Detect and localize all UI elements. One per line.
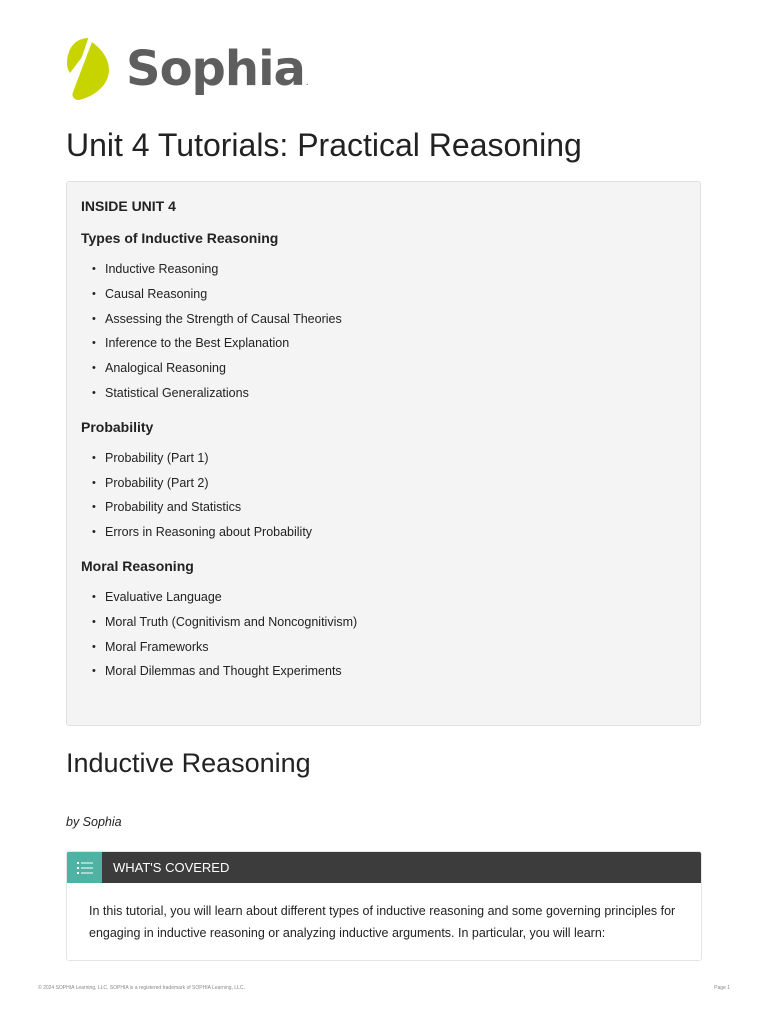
topic-link[interactable]: • Statistical Generalizations bbox=[81, 381, 686, 406]
unit-contents-box bbox=[66, 181, 701, 726]
list-icon bbox=[67, 852, 102, 883]
sophia-logo-icon bbox=[66, 36, 110, 102]
topic-link[interactable]: • Moral Dilemmas and Thought Experiments bbox=[81, 659, 686, 684]
topic-link[interactable]: • Assessing the Strength of Causal Theories bbox=[81, 307, 686, 332]
topic-link[interactable]: • Analogical Reasoning bbox=[81, 356, 686, 381]
topic-link[interactable]: • Probability (Part 2) bbox=[81, 471, 686, 496]
topic-list bbox=[81, 257, 686, 406]
footer-page-number: Page 1 bbox=[714, 985, 730, 991]
section-heading: Types of Inductive Reasoning bbox=[81, 230, 279, 246]
footer-copyright: © 2024 SOPHIA Learning, LLC. SOPHIA is a registered trademark of SOPHIA Learning, LLC. bbox=[38, 985, 245, 991]
topic-link[interactable]: • Moral Frameworks bbox=[81, 635, 686, 660]
whats-covered-box bbox=[66, 851, 702, 961]
topic-link[interactable]: • Evaluative Language bbox=[81, 585, 686, 610]
topic-link[interactable]: • Causal Reasoning bbox=[81, 282, 686, 307]
section-heading: Probability bbox=[81, 418, 154, 435]
byline: by Sophia bbox=[66, 815, 122, 829]
topic-link[interactable]: • Probability (Part 1) bbox=[81, 446, 686, 471]
section-heading: Moral Reasoning bbox=[81, 557, 194, 574]
brand-name: Sophia bbox=[126, 41, 305, 97]
unit-contents-title: INSIDE UNIT 4 bbox=[81, 198, 176, 214]
whats-covered-header bbox=[67, 852, 701, 883]
page-title: Unit 4 Tutorials: Practical Reasoning bbox=[66, 127, 582, 163]
topic-link[interactable]: • Errors in Reasoning about Probability bbox=[81, 520, 686, 545]
topic-link[interactable]: • Probability and Statistics bbox=[81, 495, 686, 520]
topic-link[interactable]: • Moral Truth (Cognitivism and Noncognitivism) bbox=[81, 610, 686, 635]
tutorial-title: Inductive Reasoning bbox=[66, 748, 311, 778]
topic-link[interactable]: • Inductive Reasoning bbox=[81, 257, 686, 282]
brand-trademark: . bbox=[305, 77, 309, 88]
sophia-logo bbox=[66, 36, 309, 102]
topic-link[interactable]: • Inference to the Best Explanation bbox=[81, 331, 686, 356]
whats-covered-text: In this tutorial, you will learn about different types of inductive reasoning and some governing principles for engaging in inductive reasoning or analyzing inductive arguments. In particular, you will learn: bbox=[89, 904, 676, 940]
whats-covered-label: WHAT'S COVERED bbox=[113, 860, 230, 875]
topic-list bbox=[81, 585, 686, 684]
topic-list bbox=[81, 446, 686, 545]
